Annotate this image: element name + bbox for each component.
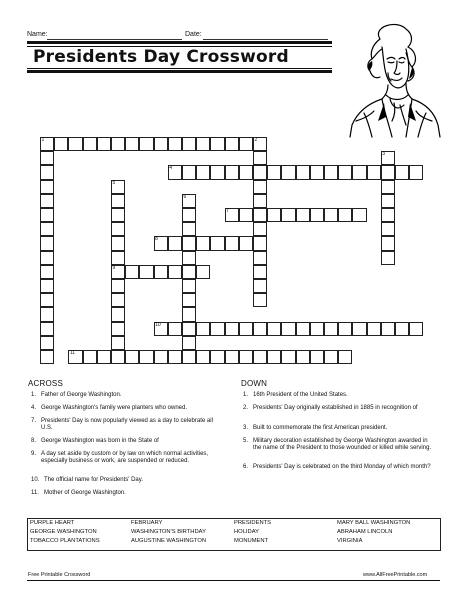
crossword-cell[interactable] <box>40 236 54 250</box>
crossword-cell[interactable] <box>111 293 125 307</box>
crossword-cell[interactable] <box>310 208 324 222</box>
crossword-cell[interactable] <box>352 208 366 222</box>
crossword-cell[interactable] <box>381 251 395 265</box>
crossword-cell[interactable] <box>168 236 182 250</box>
crossword-cell[interactable] <box>381 322 395 336</box>
page-title: Presidents Day Crossword <box>33 47 289 67</box>
crossword-cell[interactable] <box>267 322 281 336</box>
crossword-cell[interactable] <box>253 236 267 250</box>
crossword-cell[interactable] <box>225 350 239 364</box>
crossword-cell[interactable] <box>111 251 125 265</box>
crossword-cell[interactable] <box>395 165 409 179</box>
crossword-cell[interactable] <box>210 236 224 250</box>
across-clue: 10. The official name for Presidents' Day. <box>31 477 143 483</box>
crossword-cell[interactable] <box>296 208 310 222</box>
crossword-cell[interactable] <box>324 165 338 179</box>
crossword-cell[interactable] <box>225 165 239 179</box>
crossword-cell[interactable] <box>253 180 267 194</box>
crossword-cell[interactable] <box>182 208 196 222</box>
crossword-cell[interactable] <box>281 322 295 336</box>
down-clue: 6. Presidents' Day is celebrated on the third Monday of which month? <box>243 464 431 470</box>
clue-number: 8 <box>155 236 158 243</box>
crossword-cell[interactable] <box>182 293 196 307</box>
footer-left-text: Free Printable Crossword <box>28 572 91 578</box>
crossword-cell[interactable] <box>239 322 253 336</box>
crossword-cell[interactable] <box>381 236 395 250</box>
crossword-cell[interactable] <box>125 265 139 279</box>
crossword-cell[interactable] <box>381 180 395 194</box>
crossword-cell[interactable] <box>111 279 125 293</box>
crossword-cell[interactable] <box>296 165 310 179</box>
clue-number: 5 <box>112 179 116 186</box>
crossword-cell[interactable] <box>111 307 125 321</box>
crossword-cell[interactable] <box>182 265 196 279</box>
clue-number: 9 <box>112 264 116 271</box>
crossword-cell[interactable] <box>338 350 352 364</box>
crossword-cell[interactable] <box>253 251 267 265</box>
word-bank <box>27 518 441 551</box>
crossword-cell[interactable] <box>154 265 168 279</box>
crossword-cell[interactable] <box>40 208 54 222</box>
crossword-cell[interactable] <box>40 194 54 208</box>
crossword-cell[interactable] <box>281 350 295 364</box>
crossword-cell[interactable] <box>111 322 125 336</box>
crossword-cell[interactable] <box>125 137 139 151</box>
crossword-cell[interactable] <box>381 194 395 208</box>
crossword-cell[interactable] <box>253 350 267 364</box>
crossword-cell[interactable] <box>111 208 125 222</box>
crossword-cell[interactable] <box>182 251 196 265</box>
crossword-cell[interactable] <box>225 322 239 336</box>
word-bank-item: AUGUSTINE WASHINGTON <box>131 538 207 544</box>
word-bank-item: TOBACCO PLANTATIONS <box>30 538 100 544</box>
crossword-cell[interactable] <box>40 307 54 321</box>
crossword-cell[interactable] <box>182 322 196 336</box>
crossword-cell[interactable] <box>40 350 54 364</box>
word-bank-item: PURPLE HEART <box>30 520 75 526</box>
crossword-cell[interactable] <box>40 279 54 293</box>
crossword-cell[interactable] <box>111 194 125 208</box>
crossword-cell[interactable] <box>296 322 310 336</box>
crossword-cell[interactable] <box>182 350 196 364</box>
crossword-cell[interactable] <box>40 322 54 336</box>
crossword-cell[interactable] <box>182 279 196 293</box>
clue-number: 3 <box>382 151 386 158</box>
crossword-cell[interactable] <box>40 336 54 350</box>
crossword-cell[interactable] <box>296 350 310 364</box>
crossword-cell[interactable] <box>267 350 281 364</box>
crossword-cell[interactable] <box>381 208 395 222</box>
name-label: Name: <box>27 31 48 38</box>
crossword-cell[interactable] <box>182 336 196 350</box>
across-clue: 11. Mother of George Washington. <box>31 490 126 496</box>
crossword-cell[interactable] <box>210 137 224 151</box>
clue-number: 4 <box>169 165 173 172</box>
crossword-cell[interactable] <box>225 236 239 250</box>
crossword-cell[interactable] <box>196 236 210 250</box>
crossword-cell[interactable] <box>409 322 423 336</box>
crossword-cell[interactable] <box>139 350 153 364</box>
crossword-cell[interactable] <box>40 180 54 194</box>
crossword-cell[interactable] <box>239 165 253 179</box>
word-bank-item: MARY BALL WASHINGTON <box>337 520 411 526</box>
crossword-cell[interactable] <box>40 265 54 279</box>
crossword-cell[interactable] <box>338 208 352 222</box>
down-clue: 5. Military decoration established by George Washington awarded in the name of the President to those wounded or killed while serving. <box>243 438 432 452</box>
crossword-cell[interactable] <box>154 350 168 364</box>
crossword-cell[interactable] <box>253 265 267 279</box>
across-clue: 8. George Washington was born in the State of <box>31 438 159 444</box>
crossword-cell[interactable] <box>54 137 68 151</box>
crossword-cell[interactable] <box>210 165 224 179</box>
crossword-cell[interactable] <box>154 137 168 151</box>
crossword-cell[interactable] <box>125 350 139 364</box>
crossword-cell[interactable] <box>111 137 125 151</box>
crossword-cell[interactable] <box>196 265 210 279</box>
across-clue: 4. George Washington's family were planters who owned. <box>31 405 187 411</box>
crossword-cell[interactable] <box>111 222 125 236</box>
down-clue: 3. Built to commemorate the first American president. <box>243 425 388 431</box>
crossword-cell[interactable] <box>83 350 97 364</box>
crossword-cell[interactable] <box>253 151 267 165</box>
crossword-cell[interactable] <box>97 350 111 364</box>
word-bank-item: WASHINGTON'S BIRTHDAY <box>131 529 206 535</box>
clue-number: 11 <box>69 350 76 356</box>
across-heading: ACROSS <box>28 379 63 388</box>
crossword-cell[interactable] <box>196 350 210 364</box>
word-bank-item: HOLIDAY <box>234 529 260 535</box>
crossword-cell[interactable] <box>253 293 267 307</box>
crossword-cell[interactable] <box>367 165 381 179</box>
crossword-cell[interactable] <box>253 279 267 293</box>
down-clue: 2. Presidents' Day originally established in 1885 in recognition of <box>243 405 418 411</box>
footer-right-text: www.AllFreePrintable.com <box>363 572 428 578</box>
crossword-cell[interactable] <box>111 350 125 364</box>
crossword-cell[interactable] <box>168 265 182 279</box>
crossword-cell[interactable] <box>324 322 338 336</box>
clue-number: 10 <box>155 321 161 328</box>
crossword-cell[interactable] <box>168 350 182 364</box>
crossword-cell[interactable] <box>253 222 267 236</box>
crossword-cell[interactable] <box>253 194 267 208</box>
crossword-cell[interactable] <box>324 208 338 222</box>
crossword-cell[interactable] <box>267 208 281 222</box>
crossword-cell[interactable] <box>68 137 82 151</box>
crossword-cell[interactable] <box>367 322 381 336</box>
crossword-cell[interactable] <box>40 293 54 307</box>
crossword-cell[interactable] <box>182 165 196 179</box>
crossword-cell[interactable] <box>168 137 182 151</box>
crossword-cell[interactable] <box>40 165 54 179</box>
footer-rule <box>27 580 440 581</box>
crossword-cell[interactable] <box>267 165 281 179</box>
word-bank-item: PRESIDENTS <box>234 520 272 526</box>
crossword-cell[interactable] <box>310 350 324 364</box>
crossword-cell[interactable] <box>310 322 324 336</box>
crossword-cell[interactable] <box>139 137 153 151</box>
clue-number: 1 <box>41 137 45 143</box>
crossword-cell[interactable] <box>239 137 253 151</box>
crossword-cell[interactable] <box>182 222 196 236</box>
word-bank-item: MONUMENT <box>234 538 269 544</box>
crossword-cell[interactable] <box>210 350 224 364</box>
crossword-cell[interactable] <box>182 307 196 321</box>
crossword-cell[interactable] <box>253 322 267 336</box>
crossword-cell[interactable] <box>97 137 111 151</box>
down-heading: DOWN <box>241 379 268 388</box>
crossword-cell[interactable] <box>40 151 54 165</box>
crossword-cell[interactable] <box>111 336 125 350</box>
crossword-cell[interactable] <box>239 350 253 364</box>
crossword-cell[interactable] <box>281 165 295 179</box>
crossword-cell[interactable] <box>139 265 153 279</box>
across-clue: 1. Father of George Washington. <box>31 392 122 398</box>
across-clue: 9. A day set aside by custom or by law on which normal activities, especially business or work, are suspended or reduced. <box>31 451 209 465</box>
crossword-cell[interactable] <box>352 322 366 336</box>
crossword-cell[interactable] <box>338 165 352 179</box>
crossword-cell[interactable] <box>239 236 253 250</box>
clue-number: 7 <box>226 208 229 214</box>
clue-number: 2 <box>254 137 258 143</box>
crossword-cell[interactable] <box>111 236 125 250</box>
crossword-cell[interactable] <box>409 165 423 179</box>
crossword-cell[interactable] <box>196 322 210 336</box>
crossword-cell[interactable] <box>324 350 338 364</box>
crossword-cell[interactable] <box>182 236 196 250</box>
crossword-cell[interactable] <box>196 165 210 179</box>
word-bank-item: GEORGE WASHINGTON <box>30 529 97 535</box>
word-bank-item: FEBRUARY <box>131 520 163 526</box>
down-clue: 1. 16th President of the United States. <box>243 392 348 398</box>
date-label: Date: <box>185 31 202 38</box>
across-clue: 7. Presidents' Day is now popularly viewed as a day to celebrate all U.S. <box>31 418 213 432</box>
crossword-cell[interactable] <box>40 222 54 236</box>
crossword-cell[interactable] <box>338 322 352 336</box>
crossword-cell[interactable] <box>253 208 267 222</box>
crossword-cell[interactable] <box>210 322 224 336</box>
crossword-cell[interactable] <box>83 137 97 151</box>
crossword-cell[interactable] <box>281 208 295 222</box>
word-bank-item: VIRGINIA <box>337 538 363 544</box>
crossword-cell[interactable] <box>182 137 196 151</box>
crossword-cell[interactable] <box>40 251 54 265</box>
crossword-cell[interactable] <box>253 165 267 179</box>
crossword-cell[interactable] <box>395 322 409 336</box>
crossword-cell[interactable] <box>381 165 395 179</box>
crossword-cell[interactable] <box>168 322 182 336</box>
crossword-cell[interactable] <box>239 208 253 222</box>
crossword-cell[interactable] <box>225 137 239 151</box>
clue-number: 6 <box>183 193 187 200</box>
word-bank-item: ABRAHAM LINCOLN <box>337 529 393 535</box>
crossword-cell[interactable] <box>381 222 395 236</box>
crossword-cell[interactable] <box>310 165 324 179</box>
crossword-cell[interactable] <box>352 165 366 179</box>
crossword-cell[interactable] <box>196 137 210 151</box>
